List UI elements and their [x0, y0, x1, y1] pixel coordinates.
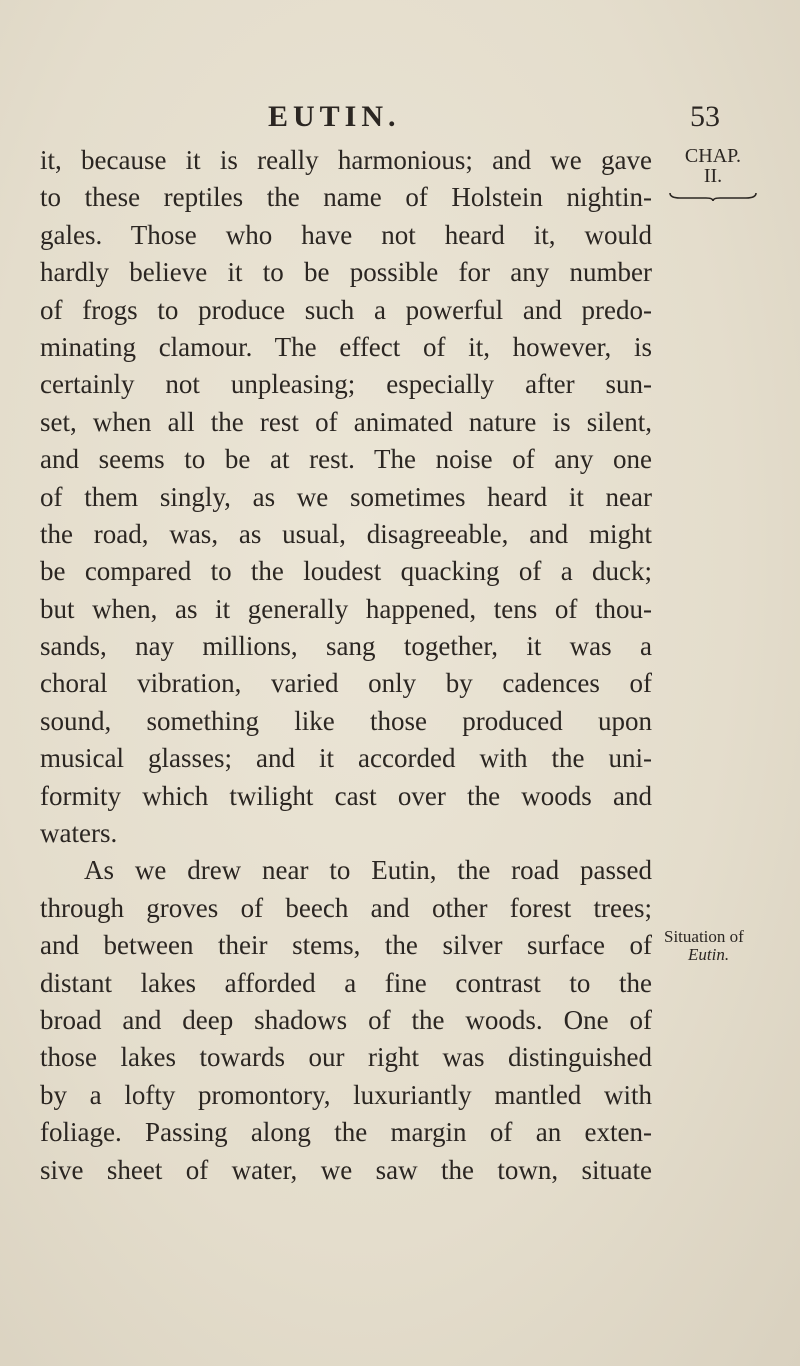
text-line: As we drew near to Eutin, the road passed — [84, 855, 652, 886]
text-line: certainly not unpleasing; especially after sun- — [40, 369, 652, 400]
margin-note-line: Situation of — [664, 927, 744, 946]
text-line: be compared to the loudest quacking of a duck; — [40, 556, 652, 587]
text-line: through groves of beech and other forest trees; — [40, 892, 652, 923]
text-line: and between their stems, the silver surface of — [40, 930, 652, 961]
text-line: sands, nay millions, sang together, it was a — [40, 631, 652, 662]
text-line: by a lofty promontory, luxuriantly mantled with — [40, 1079, 652, 1110]
page-number: 53 — [690, 100, 720, 133]
text-line: distant lakes afforded a fine contrast to the — [40, 967, 652, 998]
margin-note — [664, 928, 744, 964]
text-line: musical glasses; and it accorded with the uni- — [40, 743, 652, 774]
text-line: to these reptiles the name of Holstein nightin- — [40, 182, 652, 213]
text-line: sound, something like those produced upon — [40, 705, 652, 736]
text-line: of frogs to produce such a powerful and predo- — [40, 294, 652, 325]
text-line: foliage. Passing along the margin of an exten- — [40, 1117, 652, 1148]
text-line: gales. Those who have not heard it, would — [40, 219, 652, 250]
body-text — [40, 142, 652, 1189]
running-head-title: EUTIN. — [268, 100, 401, 133]
text-line: hardly believe it to be possible for any number — [40, 257, 652, 288]
running-head — [0, 100, 800, 140]
text-line: formity which twilight cast over the woods and — [40, 780, 652, 811]
brace-ornament-icon — [668, 190, 758, 202]
text-line: of them singly, as we sometimes heard it near — [40, 481, 652, 512]
text-line: the road, was, as usual, disagreeable, and might — [40, 518, 652, 549]
margin-note-place: Eutin. — [688, 945, 730, 964]
text-line: set, when all the rest of animated nature is silent, — [40, 406, 652, 437]
text-line: waters. — [40, 818, 118, 849]
text-line: sive sheet of water, we saw the town, situate — [40, 1154, 652, 1185]
text-line: choral vibration, varied only by cadences of — [40, 668, 652, 699]
text-line: minating clamour. The effect of it, however, is — [40, 331, 652, 362]
chapter-label: CHAP. — [684, 145, 742, 167]
text-line: but when, as it generally happened, tens of thou- — [40, 593, 652, 624]
text-line: those lakes towards our right was distinguished — [40, 1042, 652, 1073]
text-line: and seems to be at rest. The noise of any one — [40, 444, 652, 475]
chapter-marker — [668, 146, 758, 202]
chapter-number: II. — [703, 165, 723, 187]
text-line: broad and deep shadows of the woods. One of — [40, 1004, 652, 1035]
text-line: it, because it is really harmonious; and we gave — [40, 145, 652, 175]
